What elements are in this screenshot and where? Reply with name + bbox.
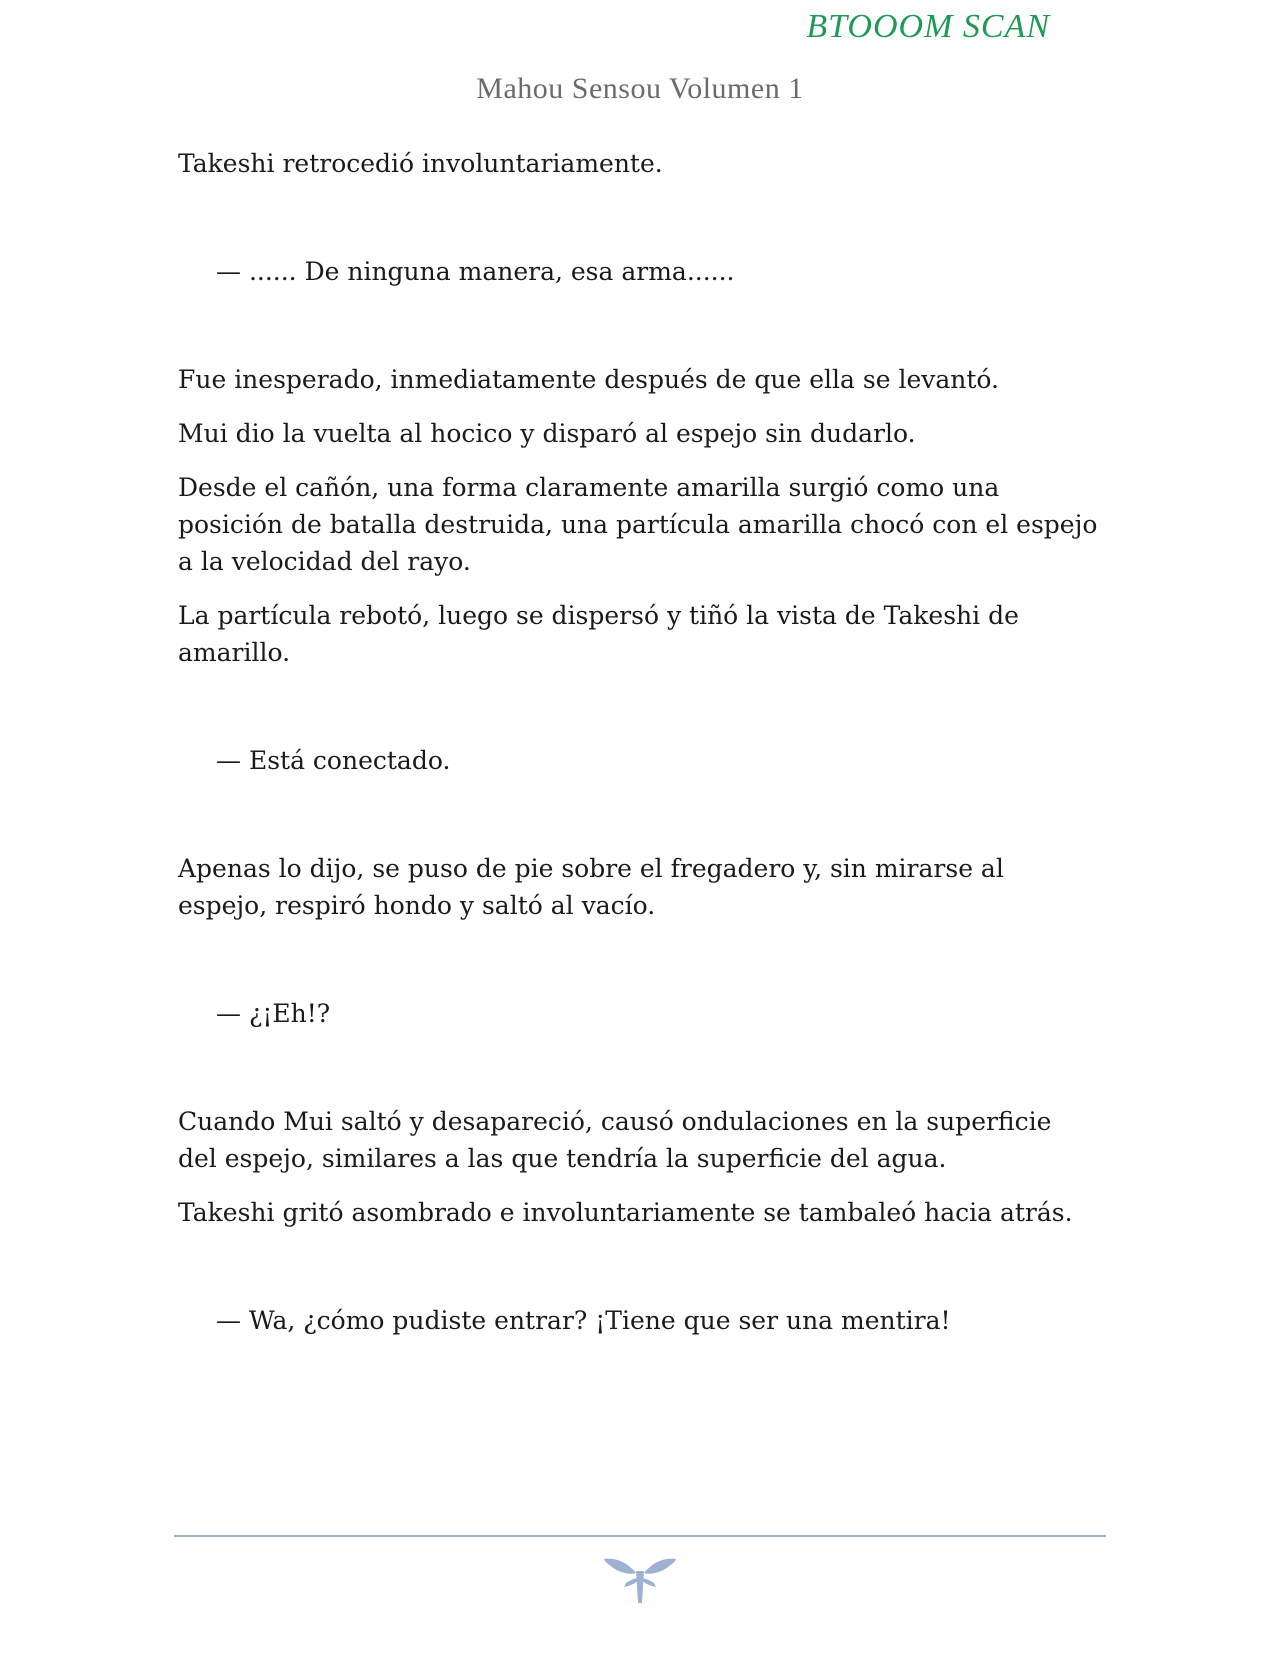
footer-divider (174, 1535, 1106, 1537)
paragraph: Takeshi retrocedió involuntariamente. (178, 149, 663, 178)
dialogue-line: — Está conectado. (216, 746, 451, 775)
paragraph: Fue inesperado, inmediatamente después de que ella se levantó. (178, 365, 999, 394)
dialogue-line: — Wa, ¿cómo pudiste entrar? ¡Tiene que ser una mentira! (216, 1306, 951, 1335)
dialogue-line: — ¿¡Eh!? (216, 999, 331, 1028)
paragraph: Desde el cañón, una forma claramente amarilla surgió como una posición de batalla destruida, una partícula amarilla chocó con el espejo a la velocidad del rayo. (178, 473, 1098, 576)
page-header-title: Mahou Sensou Volumen 1 (476, 72, 804, 105)
paragraph: Cuando Mui saltó y desapareció, causó ondulaciones en la superficie del espejo, similares a las que tendría la superficie del agua. (178, 1107, 1052, 1173)
paragraph: Takeshi gritó asombrado e involuntariamente se tambaleó hacia atrás. (178, 1198, 1073, 1227)
paragraph: La partícula rebotó, luego se dispersó y tiñó la vista de Takeshi de amarillo. (178, 601, 1019, 667)
scanlator-watermark: BTOOOM SCAN (806, 8, 1050, 45)
page-body (178, 145, 1098, 1410)
bird-ornament-icon (602, 1553, 678, 1605)
dialogue-line: — ...... De ninguna manera, esa arma...... (216, 257, 735, 286)
paragraph: Apenas lo dijo, se puso de pie sobre el fregadero y, sin mirarse al espejo, respiró hondo y saltó al vacío. (178, 854, 1004, 920)
paragraph: Mui dio la vuelta al hocico y disparó al espejo sin dudarlo. (178, 419, 916, 448)
